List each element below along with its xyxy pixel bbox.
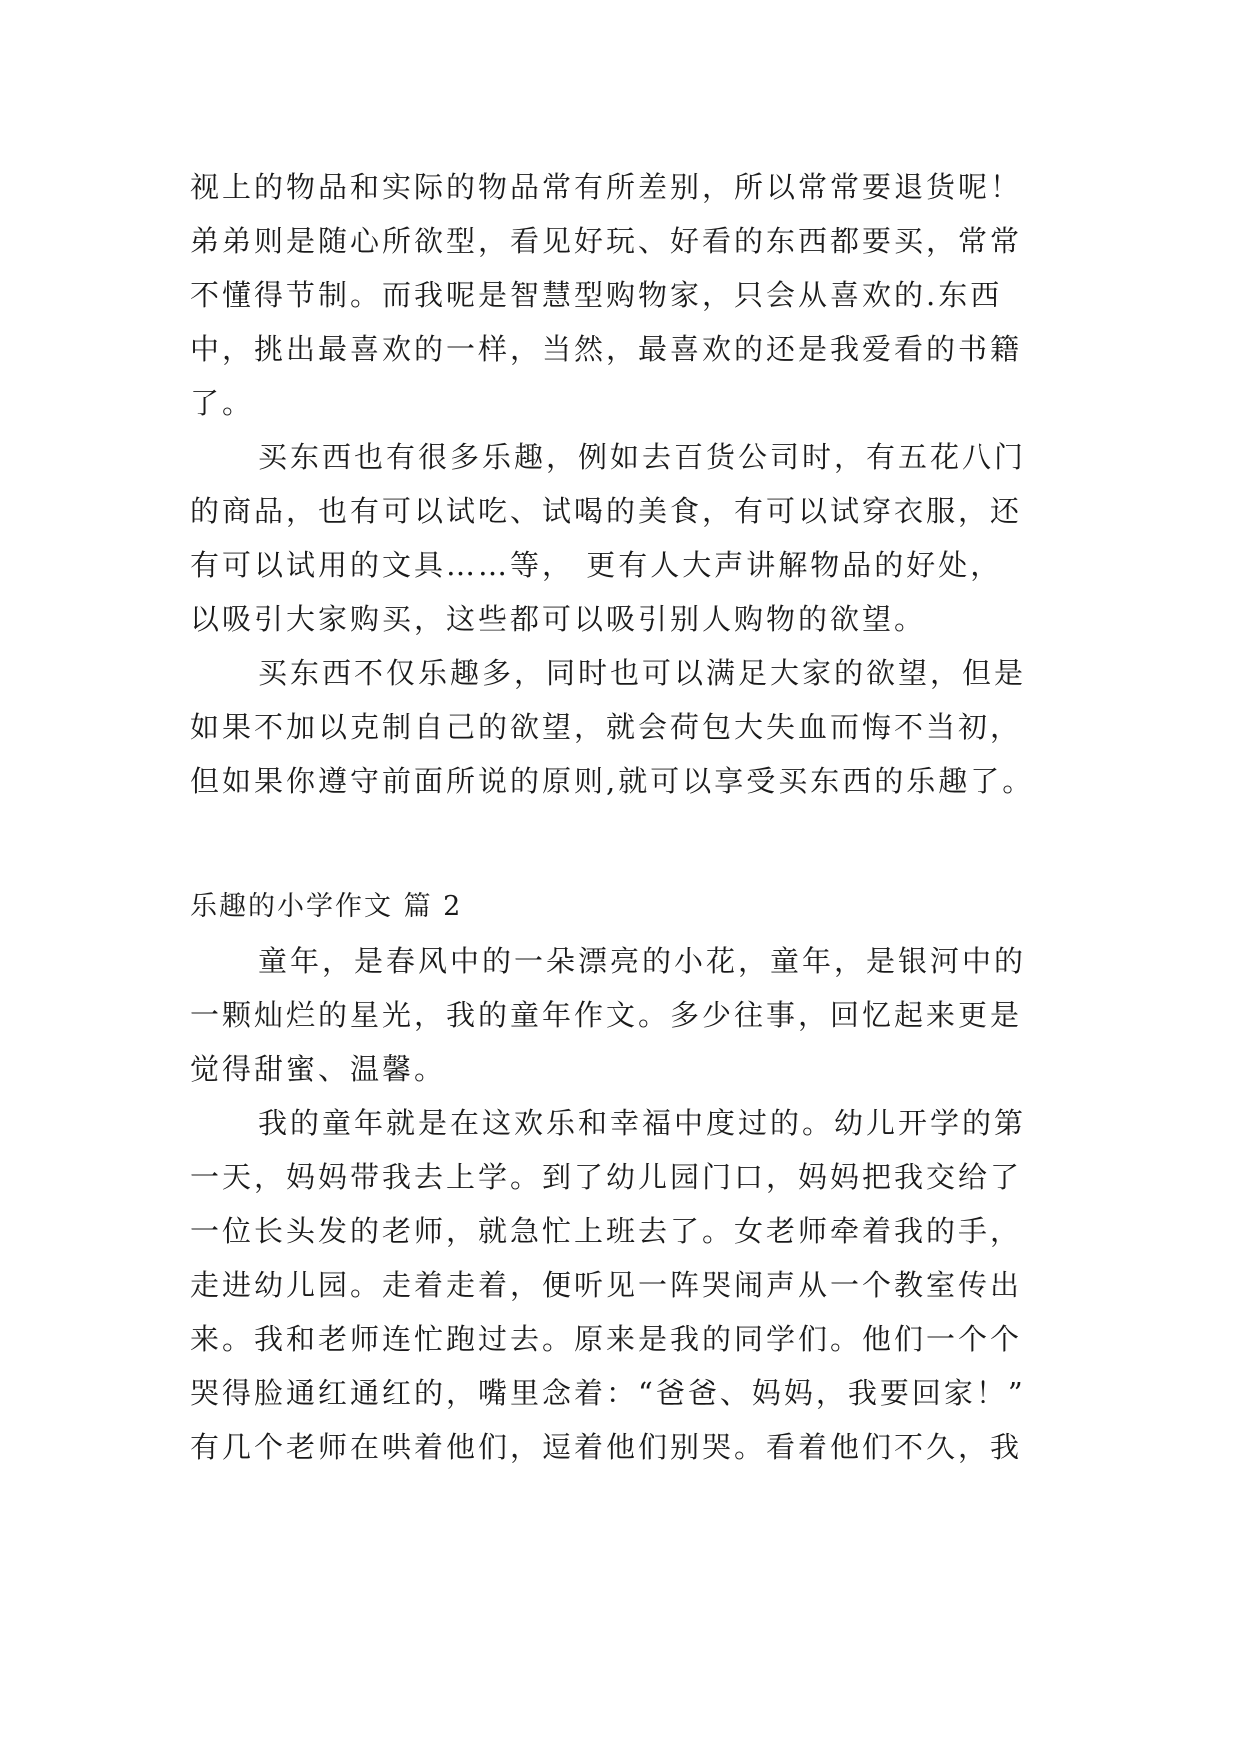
text-line: 不懂得节制。而我呢是智慧型购物家，只会从喜欢的.东西 [190,278,1003,312]
text-line: 中，挑出最喜欢的一样，当然，最喜欢的还是我爱看的书籍 [190,332,1023,366]
text-line: 的商品，也有可以试吃、试喝的美食，有可以试穿衣服，还 [190,494,1023,528]
paragraph-continuation [190,160,1070,430]
paragraph-conclusion [190,646,1070,808]
text-line: 一天，妈妈带我去上学。到了幼儿园门口，妈妈把我交给了 [190,1160,1023,1194]
section-heading: 乐趣的小学作文 篇 2 [190,891,463,922]
text-line: 但如果你遵守前面所说的原则,就可以享受买东西的乐趣了。 [190,764,1035,798]
paragraph-story [190,1096,1070,1474]
paragraph-intro [190,934,1070,1096]
document-body [190,160,1070,1474]
text-line: 如果不加以克制自己的欲望，就会荷包大失血而悔不当初， [190,710,1023,744]
text-line: 以吸引大家购买，这些都可以吸引别人购物的欲望。 [190,602,927,636]
text-line: 我的童年就是在这欢乐和幸福中度过的。幼儿开学的第 [258,1106,1027,1140]
text-line: 童年，是春风中的一朵漂亮的小花，童年，是银河中的 [258,944,1027,978]
text-line: 有可以试用的文具……等， 更有人大声讲解物品的好处， [190,548,1003,582]
paragraph-fun [190,430,1070,646]
text-line: 有几个老师在哄着他们，逗着他们别哭。看着他们不久，我 [190,1430,1023,1464]
text-line: 了。 [190,386,255,420]
text-line: 哭得脸通红通红的，嘴里念着：“爸爸、妈妈，我要回家！” [190,1376,1026,1410]
text-line: 视上的物品和实际的物品常有所差别，所以常常要退货呢！ [190,170,1023,204]
text-line: 走进幼儿园。走着走着，便听见一阵哭闹声从一个教室传出 [190,1268,1023,1302]
text-line: 弟弟则是随心所欲型，看见好玩、好看的东西都要买，常常 [190,224,1023,258]
text-line: 买东西也有很多乐趣，例如去百货公司时，有五花八门 [258,440,1027,474]
text-line: 一位长头发的老师，就急忙上班去了。女老师牵着我的手， [190,1214,1023,1248]
text-line: 买东西不仅乐趣多，同时也可以满足大家的欲望，但是 [258,656,1027,690]
text-line: 觉得甜蜜、温馨。 [190,1052,447,1086]
text-line: 来。我和老师连忙跑过去。原来是我的同学们。他们一个个 [190,1322,1023,1356]
text-line: 一颗灿烂的星光，我的童年作文。多少往事，回忆起来更是 [190,998,1023,1032]
section-gap [190,808,1070,880]
